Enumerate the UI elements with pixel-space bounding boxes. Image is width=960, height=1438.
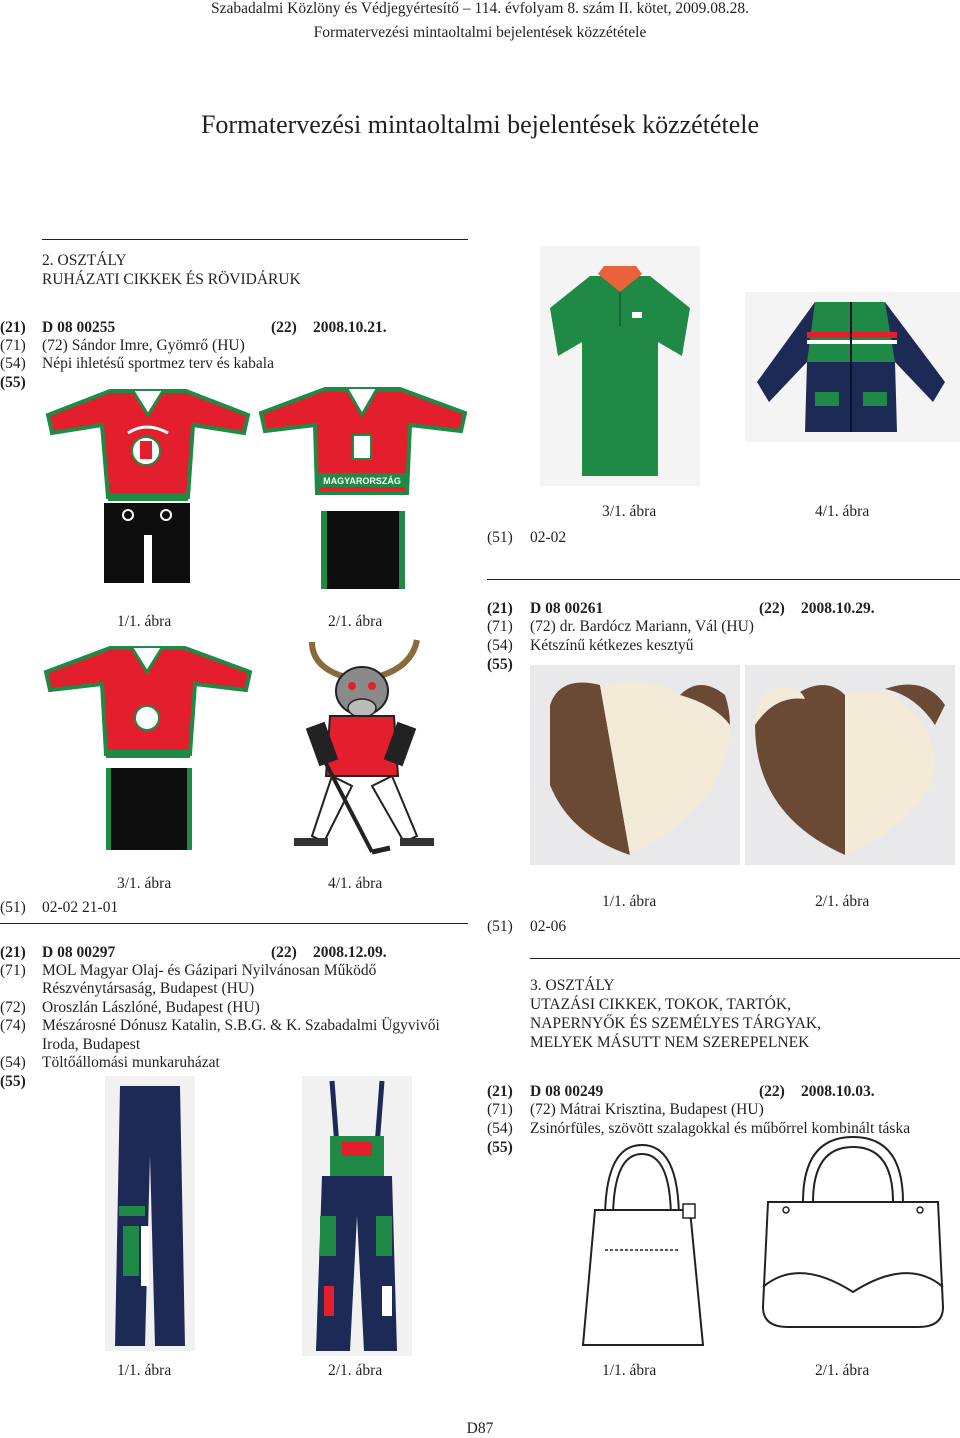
entry4-number: D 08 00297 — [42, 944, 116, 961]
entry4-fig1-caption: 1/1. ábra — [117, 1362, 172, 1379]
entry1-date: 2008.10.21. — [313, 319, 387, 336]
entry1-c71: (71) — [0, 337, 26, 354]
fig-jersey-2 — [255, 385, 470, 590]
entry1-class: 02-02 21-01 — [42, 899, 119, 916]
fig-work-trousers — [105, 1076, 195, 1351]
fig-bag-front — [758, 1132, 948, 1332]
entry3-c71: (71) — [487, 618, 513, 635]
running-header: Szabadalmi Közlöny és Védjegyértesítő – 114. évfolyam 8. szám II. kötet, 2009.08.28. — [210, 0, 750, 17]
entry3-c54: (54) — [487, 637, 513, 654]
entry3-c51: (51) — [487, 918, 513, 935]
entry5-owner: (72) Mátrai Krisztina, Budapest (HU) — [530, 1101, 764, 1118]
entry5-name: Zsinórfüles, szövött szalagokkal és műbőrrel kombinált táska — [530, 1120, 911, 1137]
fig-glove-1 — [530, 665, 740, 865]
entry2-class: 02-02 — [530, 529, 567, 546]
entry4-c72: (72) — [0, 999, 26, 1016]
entry5-c54: (54) — [487, 1120, 513, 1137]
entry3-owner: (72) dr. Bardócz Mariann, Vál (HU) — [530, 618, 754, 635]
entry1-owner: (72) Sándor Imre, Gyömrő (HU) — [42, 337, 245, 354]
entry5-fig2-caption: 2/1. ábra — [815, 1362, 870, 1379]
entry4-name: Töltőállomási munkaruházat — [42, 1054, 220, 1071]
class3-line2: NAPERNYŐK ÉS SZEMÉLYES TÁRGYAK, — [530, 1015, 821, 1032]
entry3-c21: (21) — [487, 600, 513, 617]
entry3-c55: (55) — [487, 656, 513, 673]
fig-jersey-1 — [38, 385, 258, 585]
entry5-c55: (55) — [487, 1139, 513, 1156]
entry5-c22: (22) — [759, 1083, 785, 1100]
entry4-c71: (71) — [0, 962, 26, 979]
class2-heading: 2. OSZTÁLY — [42, 252, 127, 269]
section-rule — [42, 239, 468, 240]
entry5-c21: (21) — [487, 1083, 513, 1100]
entry4-agent-line1: Mészárosné Dónusz Katalin, S.B.G. & K. Szabadalmi Ügyvivői — [42, 1017, 440, 1034]
entry4-c54: (54) — [0, 1054, 26, 1071]
entry1-c51: (51) — [0, 899, 26, 916]
section-rule — [530, 958, 960, 959]
entry2-fig3-caption: 3/1. ábra — [602, 503, 657, 520]
entry4-c55: (55) — [0, 1073, 26, 1090]
entry4-owner-line2: Részvénytársaság, Budapest (HU) — [42, 980, 255, 997]
running-subheader: Formatervezési mintaoltalmi bejelentések közzététele — [313, 24, 647, 41]
entry1-name: Népi ihletésű sportmez terv és kabala — [42, 355, 274, 372]
entry2-c51: (51) — [487, 529, 513, 546]
fig-work-overalls — [302, 1076, 412, 1356]
entry1-c54: (54) — [0, 355, 26, 372]
entry3-fig2-caption: 2/1. ábra — [815, 893, 870, 910]
entry-rule — [487, 579, 960, 580]
jersey-label: MAGYARORSZÁG — [323, 476, 401, 486]
entry5-fig1-caption: 1/1. ábra — [602, 1362, 657, 1379]
class2-subheading: RUHÁZATI CIKKEK ÉS RÖVIDÁRUK — [42, 271, 301, 288]
entry4-owner-line1: MOL Magyar Olaj- és Gázipari Nyilvánosan Működő — [42, 962, 377, 979]
fig-mascot — [272, 636, 452, 861]
class3-line1: UTAZÁSI CIKKEK, TOKOK, TARTÓK, — [530, 996, 791, 1013]
entry1-c22: (22) — [271, 319, 297, 336]
entry3-c22: (22) — [759, 600, 785, 617]
entry2-fig4-caption: 4/1. ábra — [815, 503, 870, 520]
class3-line3: MELYEK MÁSUTT NEM SZEREPELNEK — [530, 1034, 810, 1051]
entry1-fig4-caption: 4/1. ábra — [328, 875, 383, 892]
entry1-fig2-caption: 2/1. ábra — [328, 613, 383, 630]
page-number: D87 — [466, 1420, 494, 1437]
entry1-c21: (21) — [0, 319, 26, 336]
entry3-class: 02-06 — [530, 918, 567, 935]
entry3-date: 2008.10.29. — [801, 600, 875, 617]
entry4-date: 2008.12.09. — [313, 944, 387, 961]
page-title: Formatervezési mintaoltalmi bejelentések közzététele — [200, 110, 760, 139]
fig-jacket — [745, 292, 960, 442]
fig-bag-side — [575, 1140, 710, 1350]
entry3-fig1-caption: 1/1. ábra — [602, 893, 657, 910]
entry-rule — [0, 923, 468, 924]
entry4-c21: (21) — [0, 944, 26, 961]
fig-jersey-3 — [40, 642, 255, 852]
entry3-name: Kétszínű kétkezes kesztyű — [530, 637, 694, 654]
entry5-number: D 08 00249 — [530, 1083, 604, 1100]
entry1-fig3-caption: 3/1. ábra — [117, 875, 172, 892]
entry4-agent-line2: Iroda, Budapest — [42, 1036, 141, 1053]
entry4-inventor: Oroszlán Lászlóné, Budapest (HU) — [42, 999, 260, 1016]
entry1-number: D 08 00255 — [42, 319, 116, 336]
entry4-fig2-caption: 2/1. ábra — [328, 1362, 383, 1379]
entry1-fig1-caption: 1/1. ábra — [117, 613, 172, 630]
entry3-number: D 08 00261 — [530, 600, 604, 617]
class3-heading: 3. OSZTÁLY — [530, 977, 615, 994]
entry4-c74: (74) — [0, 1017, 26, 1034]
entry5-c71: (71) — [487, 1101, 513, 1118]
entry5-date: 2008.10.03. — [801, 1083, 875, 1100]
fig-glove-2 — [745, 665, 955, 865]
entry1-c55: (55) — [0, 374, 26, 391]
fig-polo-shirt — [540, 246, 700, 486]
entry4-c22: (22) — [271, 944, 297, 961]
